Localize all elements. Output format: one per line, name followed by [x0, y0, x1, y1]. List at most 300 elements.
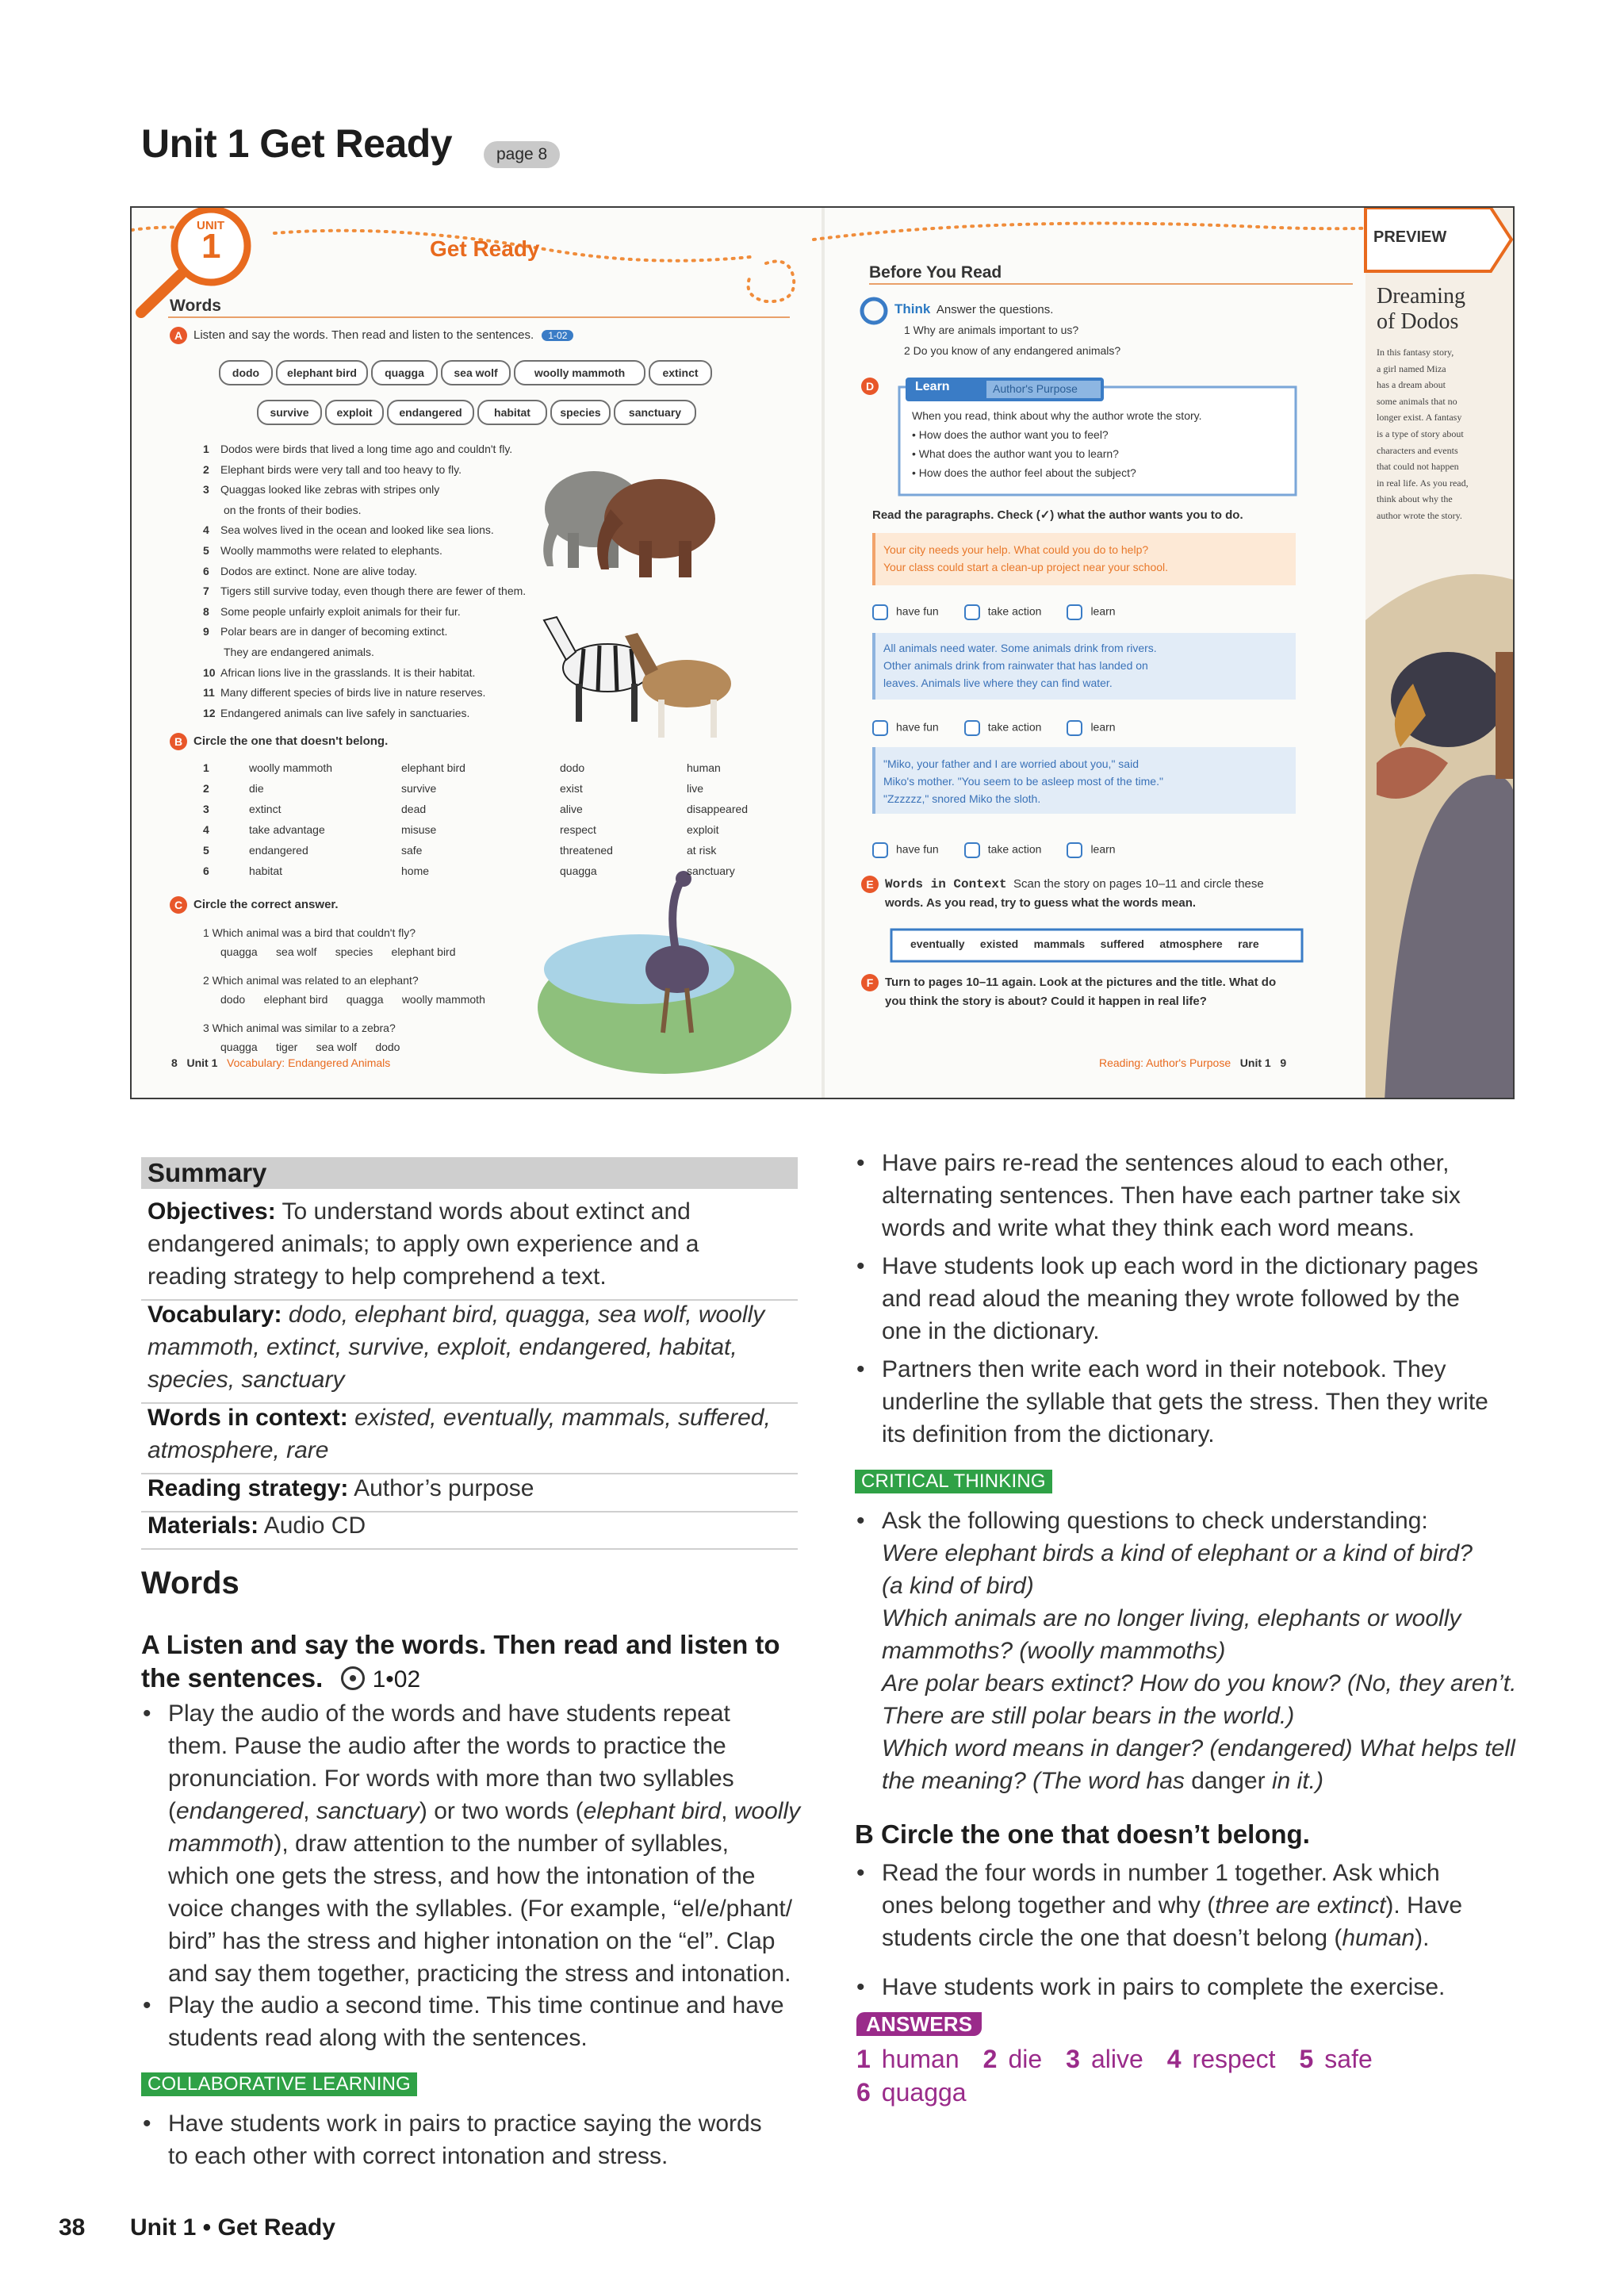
- preview-title-line-1: Dreaming: [1377, 284, 1465, 309]
- exercise-d-letter: [861, 378, 885, 395]
- exercise-b-word: at risk: [687, 844, 717, 857]
- text-part: mammoth: [168, 1831, 274, 1857]
- text-part: ).: [1415, 1925, 1430, 1951]
- answer-word: alive: [1090, 2045, 1143, 2073]
- think-question-2: 2 Do you know of any endangered animals?: [904, 344, 1121, 357]
- reading-strategy-label: Reading strategy:: [147, 1475, 349, 1501]
- words-a-bullet-1-line-5: [168, 1827, 802, 1860]
- words-b-heading: B Circle the one that doesn’t belong.: [855, 1819, 1310, 1849]
- bullet-icon: •: [856, 1253, 865, 1279]
- objectives-text-2: endangered animals; to apply own experience and a: [147, 1231, 699, 1257]
- sentence-row: [203, 642, 526, 663]
- bullet-icon: •: [856, 1860, 865, 1886]
- sentence-row: [203, 460, 526, 481]
- bullet-line: students read along with the sentences.: [168, 2025, 588, 2051]
- critical-thinking-line: Which animals are no longer living, elephants or woolly: [882, 1605, 1461, 1631]
- words-a-bullet-1-rest: [168, 1860, 802, 1990]
- summary-vocabulary: [141, 1294, 798, 1404]
- exercise-e-line-1: [861, 876, 1264, 893]
- book-footer-unit-right: Unit 1: [1239, 1056, 1271, 1069]
- exercise-b-word: threatened: [560, 844, 613, 857]
- exercise-c-letter: C: [170, 896, 187, 914]
- vocabulary-text-2: mammoth, extinct, survive, exploit, endangered, habitat,: [147, 1334, 737, 1360]
- learn-line: • How does the author feel about the subject?: [912, 466, 1136, 479]
- vocabulary-label: Vocabulary:: [147, 1302, 282, 1328]
- learn-tag: Author's Purpose: [993, 382, 1078, 395]
- sentence-text: Many different species of birds live in nature reserves.: [220, 686, 486, 700]
- preview-label: PREVIEW: [1373, 228, 1447, 246]
- check-option: [1067, 604, 1115, 620]
- words-a-bullet-1-lines: [168, 1697, 802, 1795]
- preview-line: In this fantasy story,: [1377, 347, 1454, 358]
- text-part: (: [168, 1798, 176, 1824]
- check-option-label: take action: [987, 842, 1042, 856]
- right-bullet-3-lines: [882, 1353, 1532, 1451]
- think-instruction: Answer the questions.: [936, 303, 1054, 316]
- critical-thinking-line: (a kind of bird): [882, 1573, 1034, 1599]
- paragraph-line: Your city needs your help. What could you do to help?: [883, 543, 1149, 556]
- exercise-b-word: human: [687, 761, 721, 774]
- bullet-line: voice changes with the syllables. (For example, “el/e/phant/: [168, 1896, 793, 1922]
- answer-item: [1299, 2045, 1372, 2073]
- sentence-number: 10: [203, 665, 216, 679]
- critical-thinking-line: Which word means in danger? (endangered) What helps tell: [882, 1735, 1515, 1762]
- right-bullet-3: [856, 1353, 1532, 1451]
- words-b-bullet-2-text: Have students work in pairs to complete the exercise.: [882, 1974, 1446, 2000]
- check-option-label: have fun: [896, 720, 939, 734]
- text-part: the meaning? (The word has: [882, 1768, 1192, 1794]
- words-a-bullet-3-lines: [168, 2107, 802, 2172]
- bullet-line: words and write what they think each word means.: [882, 1215, 1415, 1241]
- paragraph-line: Miko's mother. "You seem to be asleep most of the time.": [883, 775, 1163, 788]
- right-bullet-1-lines: [882, 1147, 1532, 1244]
- bullet-line: Play the audio of the words and have students repeat: [168, 1700, 730, 1727]
- preview-line: think about why the: [1377, 493, 1453, 505]
- learn-line: • What does the author want you to learn?: [912, 447, 1119, 460]
- exercise-b-number: 2: [203, 782, 209, 795]
- exercise-b-word: survive: [401, 782, 437, 795]
- sentence-list: [203, 439, 526, 723]
- learn-line: When you read, think about why the author wrote the story.: [912, 409, 1202, 422]
- exercise-b-number: 1: [203, 761, 209, 774]
- answer-number: 4: [1166, 2045, 1182, 2073]
- sentence-row: [203, 663, 526, 684]
- answer-number: 1: [856, 2045, 871, 2073]
- answer-item: [1066, 2045, 1143, 2073]
- paragraph-line: "Zzzzzz," snored Miko the sloth.: [883, 792, 1041, 805]
- sentence-row: [203, 683, 526, 704]
- right-bullet-1: [856, 1147, 1532, 1244]
- page-number: 38: [59, 2214, 86, 2241]
- word-chip: sea wolf: [441, 360, 511, 385]
- bullet-line: and read aloud the meaning they wrote followed by the: [882, 1286, 1460, 1312]
- critical-thinking-bullet: [856, 1505, 1532, 1797]
- text-part: endangered: [176, 1798, 304, 1824]
- exercise-c-options: quagga sea wolf species elephant bird: [220, 945, 456, 958]
- paragraph-line: Other animals drink from rainwater that has landed on: [883, 659, 1148, 672]
- book-footer-left: [171, 1056, 390, 1069]
- check-option: [1067, 842, 1115, 858]
- bullet-line: its definition from the dictionary.: [882, 1421, 1215, 1447]
- text-part: students circle the one that doesn’t belong (: [882, 1925, 1342, 1951]
- paragraph-line: All animals need water. Some animals drink from rivers.: [883, 642, 1157, 654]
- exercise-c-questions: [203, 923, 485, 1066]
- exercise-c-options: dodo elephant bird quagga woolly mammoth: [220, 993, 485, 1006]
- exercise-c-options: quagga tiger sea wolf dodo: [220, 1041, 400, 1053]
- sentence-text: Endangered animals can live safely in sanctuaries.: [220, 706, 470, 719]
- exercise-b-word: safe: [401, 844, 423, 857]
- paragraph-line: Your class could start a clean-up project near your school.: [883, 561, 1169, 573]
- text-part: danger: [1191, 1768, 1266, 1794]
- context-words-box: eventually existed mammals suffered atmosphere rare: [910, 937, 1259, 950]
- collaborative-learning-tag: COLLABORATIVE LEARNING: [141, 2072, 417, 2096]
- paragraph-1: [883, 541, 1168, 576]
- get-ready-heading: Get Ready: [430, 236, 540, 261]
- exercise-d-badge: D: [861, 378, 879, 395]
- book-page-number-right: 9: [1280, 1056, 1287, 1069]
- exercise-e-text: Scan the story on pages 10–11 and circle these: [1013, 876, 1264, 891]
- words-section-heading: Words: [141, 1566, 239, 1601]
- sentence-number: 6: [203, 564, 209, 577]
- preview-line: has a dream about: [1377, 379, 1446, 391]
- answer-item: [1167, 2045, 1276, 2073]
- answer-number: 5: [1299, 2045, 1314, 2073]
- bullet-line: Partners then write each word in their notebook. They: [882, 1356, 1446, 1382]
- preview-line: is a type of story about: [1377, 427, 1464, 439]
- text-part: elephant bird: [583, 1798, 722, 1824]
- exercise-a-instruction: [170, 327, 573, 344]
- word-chip: elephant bird: [276, 360, 368, 385]
- exercise-b-word: sanctuary: [687, 865, 735, 877]
- words-a-bullet-1: [143, 1697, 802, 1990]
- exercise-c-instruction: [170, 896, 339, 914]
- sentence-number: 4: [203, 523, 209, 537]
- paragraph-2: [883, 639, 1157, 692]
- checkbox-icon: [964, 720, 980, 736]
- check-option-label: have fun: [896, 842, 939, 856]
- sentence-row: [203, 500, 526, 521]
- exercise-b-word: endangered: [249, 844, 308, 857]
- answer-number: 6: [856, 2078, 871, 2107]
- word-chip: sanctuary: [614, 400, 696, 425]
- footer-title: Unit 1 • Get Ready: [130, 2214, 335, 2241]
- text-part: sanctuary: [316, 1798, 419, 1824]
- word-chip: quagga: [371, 360, 438, 385]
- check-option: [872, 720, 939, 736]
- preview-line: characters and events: [1377, 444, 1458, 456]
- text-part: ,: [721, 1798, 734, 1824]
- book-page-number-left: 8: [171, 1056, 178, 1069]
- bullet-line: to each other with correct intonation and stress.: [168, 2143, 668, 2169]
- check-option-label: have fun: [896, 604, 939, 618]
- unit-badge-number: 1: [201, 227, 221, 266]
- checkbox-icon: [964, 604, 980, 620]
- exercise-b-number: 6: [203, 865, 209, 877]
- bullet-line: underline the syllable that gets the stress. Then they write: [882, 1389, 1488, 1415]
- text-part: three are extinct: [1215, 1892, 1386, 1919]
- words-heading: Words: [170, 297, 221, 315]
- sentence-row: [203, 541, 526, 562]
- check-options-2: [872, 720, 1141, 736]
- learn-line: • How does the author want you to feel?: [912, 428, 1109, 441]
- exercise-a-text: Listen and say the words. Then read and listen to the sentences.: [193, 328, 534, 342]
- check-option-label: take action: [987, 720, 1042, 734]
- check-option-label: learn: [1090, 842, 1116, 856]
- check-option: [964, 720, 1042, 736]
- sentence-text: Polar bears are in danger of becoming extinct.: [220, 625, 448, 638]
- exercise-b-row: [203, 803, 806, 823]
- exercise-c-question: 2 Which animal was related to an elephant?: [203, 974, 419, 987]
- exercise-b-word: home: [401, 865, 430, 877]
- materials-label: Materials:: [147, 1512, 259, 1539]
- words-a-bullet-2: [143, 1989, 802, 2054]
- exercise-b-word: exploit: [687, 823, 719, 836]
- check-instruction: Read the paragraphs. Check (✓) what the author wants you to do.: [872, 508, 1243, 522]
- sentence-row: [203, 581, 526, 602]
- sentence-number: 3: [203, 483, 209, 496]
- sentence-text: on the fronts of their bodies.: [224, 503, 362, 516]
- cd-icon: [341, 1666, 365, 1690]
- check-options-1: [872, 604, 1141, 620]
- checkbox-icon: [1067, 842, 1082, 858]
- critical-thinking-last-line: [882, 1765, 1532, 1797]
- bullet-line: them. Pause the audio after the words to practice the: [168, 1733, 726, 1759]
- exercise-c-question: 1 Which animal was a bird that couldn't fly?: [203, 926, 416, 939]
- words-a-bullet-3: [143, 2107, 802, 2172]
- exercise-b-word: respect: [560, 823, 596, 836]
- sentence-text: Some people unfairly exploit animals for their fur.: [220, 604, 461, 618]
- sentence-row: [203, 480, 526, 500]
- answer-word: human: [881, 2045, 959, 2073]
- sentence-row: [203, 704, 526, 724]
- exercise-b-word: misuse: [401, 823, 437, 836]
- preview-line: longer exist. A fantasy: [1377, 412, 1462, 424]
- answer-word: die: [1008, 2045, 1043, 2073]
- right-bullet-2-lines: [882, 1250, 1532, 1348]
- text-part: woolly: [733, 1798, 801, 1824]
- exercise-b-instruction: [170, 733, 388, 750]
- answers-row: [856, 2076, 1459, 2109]
- answer-word: respect: [1192, 2045, 1276, 2073]
- checkbox-icon: [872, 842, 888, 858]
- think-question-1: 1 Why are animals important to us?: [904, 324, 1079, 336]
- exercise-b-word: disappeared: [687, 803, 749, 815]
- word-chip: endangered: [387, 400, 474, 425]
- sentence-number: 7: [203, 585, 209, 598]
- objectives-text: To understand words about extinct and: [275, 1198, 691, 1225]
- exercise-c-question: 3 Which animal was similar to a zebra?: [203, 1022, 396, 1034]
- exercise-b-word: die: [249, 782, 264, 795]
- sentence-text: They are endangered animals.: [224, 645, 374, 658]
- bullet-line: which one gets the stress, and how the intonation of the: [168, 1863, 756, 1889]
- exercise-b-number: 5: [203, 844, 209, 857]
- sentence-text: Dodos are extinct. None are alive today.: [220, 564, 417, 577]
- sentence-text: Quaggas looked like zebras with stripes only: [220, 483, 440, 496]
- answer-word: quagga: [881, 2078, 967, 2107]
- words-b-bullet-2: [856, 1971, 1532, 2003]
- think-line: [894, 301, 1053, 317]
- exercise-a-letter: A: [170, 327, 187, 344]
- preview-line: in real life. As you read,: [1377, 477, 1469, 489]
- word-chip: exploit: [325, 400, 384, 425]
- answer-number: 3: [1066, 2045, 1080, 2073]
- bullet-icon: •: [856, 1508, 865, 1534]
- exercise-f-letter: F: [861, 974, 879, 991]
- context-text: existed, eventually, mammals, suffered,: [347, 1405, 771, 1431]
- word-chip: woolly mammoth: [514, 360, 645, 385]
- book-footer-topic-left: Vocabulary: Endangered Animals: [227, 1056, 391, 1069]
- text-part: ) or two words (: [419, 1798, 584, 1824]
- check-option: [1067, 720, 1115, 736]
- sentence-text: Tigers still survive today, even though there are fewer of them.: [220, 585, 527, 598]
- audio-track-icon: 1-02: [542, 330, 573, 341]
- checkbox-icon: [872, 604, 888, 620]
- preview-line: a girl named Miza: [1377, 362, 1446, 374]
- sentence-row: [203, 562, 526, 582]
- learn-label: Learn: [915, 380, 950, 393]
- context-text-2: atmosphere, rare: [147, 1437, 329, 1463]
- checkbox-icon: [1067, 604, 1082, 620]
- words-b-bullet-1-line-1: Read the four words in number 1 together. Ask which: [882, 1860, 1440, 1886]
- summary-words-in-context: [141, 1397, 798, 1474]
- exercise-b-number: 3: [203, 803, 209, 815]
- check-option: [964, 842, 1042, 858]
- exercise-b-word: alive: [560, 803, 583, 815]
- exercise-b-text: Circle the one that doesn't belong.: [193, 734, 389, 748]
- exercise-b-table: [203, 761, 806, 885]
- think-label: Think: [894, 301, 931, 316]
- summary-header: Summary: [141, 1157, 798, 1189]
- exercise-b-row: [203, 782, 806, 803]
- exercise-b-row: [203, 865, 806, 885]
- words-b-bullet-1-line-3: [882, 1922, 1532, 1954]
- words-b-bullet-1-line-2: [882, 1889, 1532, 1922]
- bullet-line: Have students work in pairs to practice saying the words: [168, 2111, 762, 2137]
- page-reference-badge: page 8: [484, 141, 560, 168]
- sentence-number: 2: [203, 462, 209, 476]
- bullet-line: Have pairs re-read the sentences aloud to each other,: [882, 1150, 1450, 1176]
- preview-title-line-2: of Dodos: [1377, 309, 1459, 334]
- word-chip: species: [550, 400, 611, 425]
- objectives-text-3: reading strategy to help comprehend a text.: [147, 1263, 607, 1290]
- checkbox-icon: [1067, 720, 1082, 736]
- critical-thinking-line: Are polar bears extinct? How do you know? (No, they aren’t.: [882, 1670, 1517, 1696]
- exercise-b-letter: B: [170, 733, 187, 750]
- bullet-icon: •: [143, 1992, 151, 2019]
- critical-thinking-tag: CRITICAL THINKING: [855, 1470, 1052, 1493]
- answers-row: [856, 2042, 1459, 2076]
- book-footer-unit-left: Unit 1: [186, 1056, 218, 1069]
- reading-strategy-text: Author’s purpose: [348, 1475, 534, 1501]
- bullet-icon: •: [143, 1700, 151, 1727]
- bullet-icon: •: [856, 1974, 865, 2000]
- student-book-spread: [130, 206, 1515, 1099]
- page-title: Unit 1 Get Ready: [141, 121, 453, 166]
- text-part: ), draw attention to the number of syllables,: [274, 1831, 729, 1857]
- bullet-line: Play the audio a second time. This time continue and have: [168, 1992, 784, 2019]
- check-option-label: learn: [1090, 720, 1116, 734]
- exercise-b-word: woolly mammoth: [249, 761, 333, 774]
- exercise-b-word: take advantage: [249, 823, 325, 836]
- check-option: [872, 842, 939, 858]
- exercise-b-word: habitat: [249, 865, 283, 877]
- check-option-label: learn: [1090, 604, 1116, 618]
- preview-line: that could not happen: [1377, 461, 1459, 473]
- sentence-number: 12: [203, 706, 216, 719]
- exercise-b-row: [203, 761, 806, 782]
- exercise-f-line-1: [861, 974, 1276, 991]
- text-part: ones belong together and why (: [882, 1892, 1216, 1919]
- critical-thinking-line: mammoths? (woolly mammoths): [882, 1638, 1226, 1664]
- checkbox-icon: [964, 842, 980, 858]
- words-a-track: 1•02: [372, 1666, 421, 1693]
- exercise-b-number: 4: [203, 823, 209, 836]
- text-part: ,: [303, 1798, 316, 1824]
- answers-tag: ANSWERS: [856, 2012, 982, 2036]
- exercise-c-text: Circle the correct answer.: [193, 897, 339, 911]
- answer-item: [983, 2045, 1043, 2073]
- exercise-f-text: Turn to pages 10–11 again. Look at the pictures and the title. What do: [885, 975, 1277, 989]
- bullet-icon: •: [856, 1150, 865, 1176]
- book-footer-right: [1099, 1056, 1286, 1069]
- words-a-heading: [141, 1628, 780, 1696]
- summary-objectives: [141, 1190, 798, 1301]
- sentence-row: [203, 439, 526, 460]
- exercise-b-word: live: [687, 782, 704, 795]
- bullet-line: Have students look up each word in the dictionary pages: [882, 1253, 1479, 1279]
- exercise-b-word: elephant bird: [401, 761, 465, 774]
- paragraph-line: leaves. Animals live where they can find water.: [883, 677, 1113, 689]
- sentence-row: [203, 622, 526, 642]
- sentence-text: Elephant birds were very tall and too heavy to fly.: [220, 462, 462, 476]
- word-chip: survive: [257, 400, 322, 425]
- words-a-bullet-1-line-4: [168, 1795, 802, 1827]
- critical-thinking-intro: Ask the following questions to check understanding:: [882, 1508, 1428, 1534]
- bullet-icon: •: [143, 2111, 151, 2137]
- answer-number: 2: [982, 2045, 998, 2073]
- paragraph-line: "Miko, your father and I are worried about you," said: [883, 757, 1139, 770]
- preview-line: author wrote the story.: [1377, 509, 1462, 521]
- answer-item: [856, 2045, 959, 2073]
- exercise-b-word: quagga: [560, 865, 597, 877]
- word-chip: extinct: [649, 360, 712, 385]
- sentence-row: [203, 520, 526, 541]
- sentence-number: 8: [203, 604, 209, 618]
- sentence-number: 11: [203, 686, 215, 700]
- exercise-e-letter: E: [861, 876, 879, 893]
- check-option-label: take action: [987, 604, 1042, 618]
- exercise-e-line-2: words. As you read, try to guess what the words mean.: [885, 896, 1197, 910]
- bullet-line: pronunciation. For words with more than two syllables: [168, 1766, 734, 1792]
- words-a-heading-line-2: the sentences.: [141, 1663, 324, 1693]
- sentence-number: 9: [203, 625, 209, 638]
- materials-text: Audio CD: [259, 1512, 366, 1539]
- learn-box-text: [912, 406, 1202, 482]
- words-in-context-label: Words in Context: [885, 876, 1007, 891]
- words-a-bullet-2-lines: [168, 1989, 802, 2054]
- answers-list: [856, 2042, 1459, 2109]
- exercise-b-word: dodo: [560, 761, 585, 774]
- check-option: [872, 604, 939, 620]
- words-a-heading-line-1: A Listen and say the words. Then read and listen to: [141, 1630, 780, 1659]
- vocabulary-text: dodo, elephant bird, quagga, sea wolf, woolly: [282, 1302, 765, 1328]
- sentence-text: Sea wolves lived in the ocean and looked like sea lions.: [220, 523, 494, 537]
- sentence-text: Dodos were birds that lived a long time ago and couldn't fly.: [220, 443, 513, 455]
- preview-line: some animals that no: [1377, 395, 1457, 407]
- bullet-line: one in the dictionary.: [882, 1318, 1100, 1344]
- word-chip: dodo: [219, 360, 273, 385]
- exercise-b-word: dead: [401, 803, 427, 815]
